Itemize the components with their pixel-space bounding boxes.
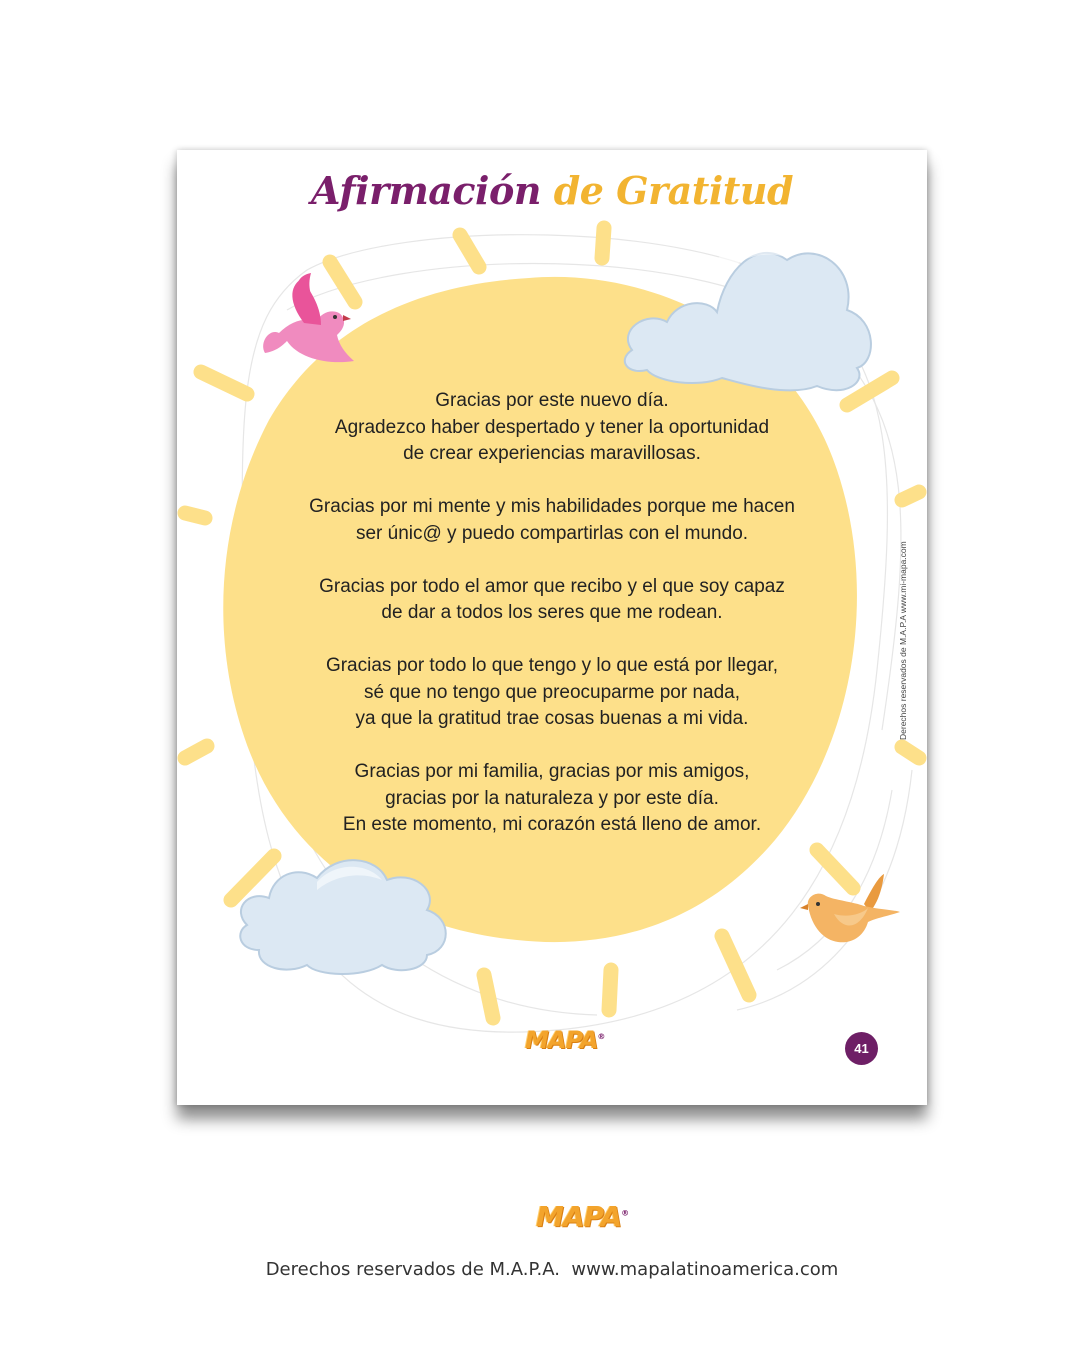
mapa-logo-footer-text: MAPA xyxy=(536,1200,622,1233)
poem-line: Gracias por este nuevo día. xyxy=(435,390,669,411)
page-number: 41 xyxy=(854,1041,869,1056)
stanza xyxy=(257,494,847,547)
poem-line: de dar a todos los seres que me rodean. xyxy=(381,602,723,623)
poem-line: Gracias por todo el amor que recibo y el que soy capaz xyxy=(319,575,785,597)
mapa-logo: MAPA® xyxy=(525,1026,605,1054)
page-title xyxy=(177,168,927,213)
poem-line: sé que no tengo que preocuparme por nada, xyxy=(363,681,741,703)
stanza xyxy=(257,653,847,733)
poem-line: Gracias por mi mente y mis habilidades porque me hacen xyxy=(309,496,795,517)
affirmation-text xyxy=(257,388,847,865)
poem-line: gracias por la naturaleza y por este día. xyxy=(385,787,719,809)
copyright-vertical-text: Derechos reservados de M.A.P.A www.mi-mapa.com xyxy=(898,541,908,740)
stanza xyxy=(257,388,847,468)
mapa-logo-text: MAPA xyxy=(525,1026,598,1054)
footer-copyright: Derechos reservados de M.A.P.A. www.mapalatinoamerica.com xyxy=(265,1259,839,1280)
poem-line: Gracias por todo lo que tengo y lo que está por llegar, xyxy=(325,655,779,676)
mapa-logo-footer: MAPA® xyxy=(536,1200,629,1233)
poem-line: ya que la gratitud trae cosas buenas a mi vida. xyxy=(355,708,749,729)
poem-line: ser únic@ y puedo compartirlas con el mundo. xyxy=(355,522,749,544)
stanza xyxy=(257,759,847,839)
poem-line: de crear experiencias maravillosas. xyxy=(403,443,701,464)
poem-line: En este momento, mi corazón está lleno de amor. xyxy=(342,814,762,835)
title-part2: de Gratitud xyxy=(553,168,794,213)
page-number-badge xyxy=(845,1032,878,1065)
title-part1: Afirmación xyxy=(310,168,541,213)
poem-line: Gracias por mi familia, gracias por mis amigos, xyxy=(354,761,750,782)
poem-line: Agradezco haber despertado y tener la oportunidad xyxy=(334,416,770,438)
worksheet-page xyxy=(177,150,927,1105)
stanza xyxy=(257,574,847,627)
